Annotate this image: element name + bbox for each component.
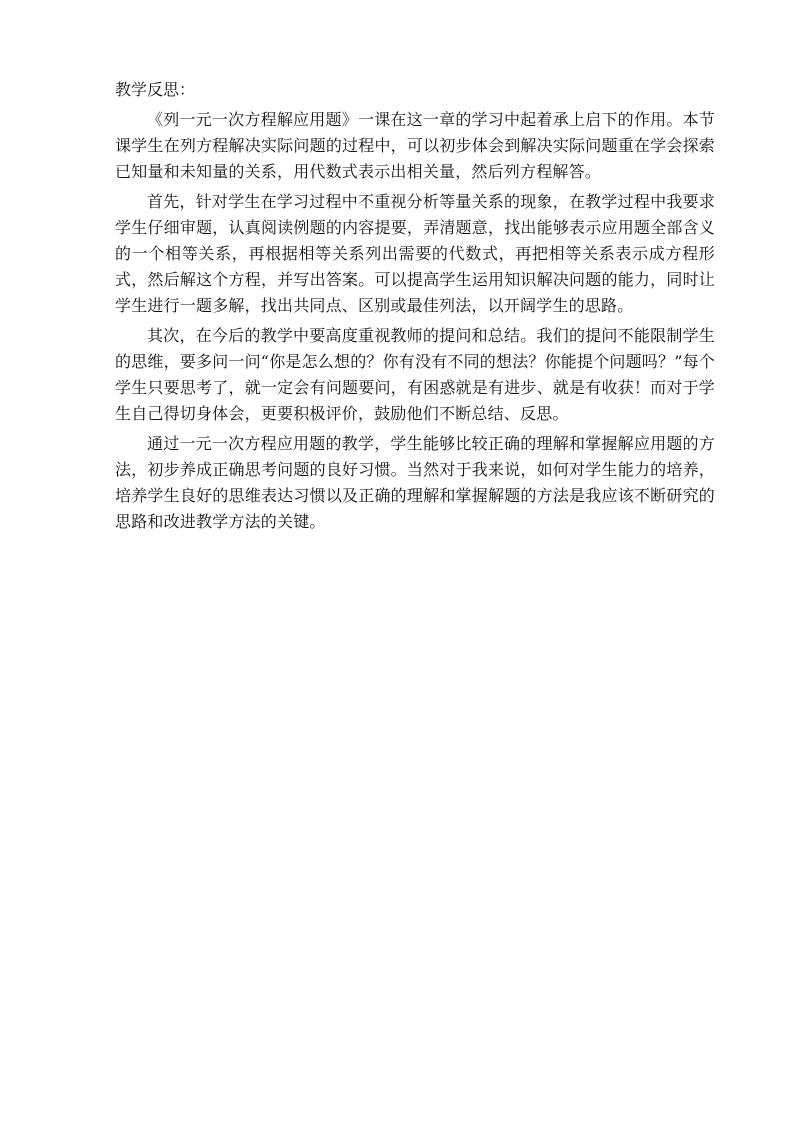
paragraph-second: 其次，在今后的教学中要高度重视教师的提问和总结。我们的提问不能限制学生的思维，要多问一问“你是怎么想的？你有没有不同的想法？你能提个问题吗？”每个学生只要思考了，就一定会有问题要问，有困惑就是有进步、就是有收获！而对于学生自己得切身体会，更要积极评价，鼓励他们不断总结、反思。 [115, 326, 715, 423]
paragraph-first: 首先，针对学生在学习过程中不重视分析等量关系的现象，在教学过程中我要求学生仔细审题，认真阅读例题的内容提要，弄清题意，找出能够表示应用题全部含义的一个相等关系，再根据相等关系列出需要的代数式，再把相等关系表示成方程形式，然后解这个方程，并写出答案。可以提高学生运用知识解决问题的能力，同时让学生进行一题多解，找出共同点、区别或最佳列法，以开阔学生的思路。 [115, 192, 715, 315]
paragraph-intro: 《列一元一次方程解应用题》一课在这一章的学习中起着承上启下的作用。本节课学生在列方程解决实际问题的过程中，可以初步体会到解决实际问题重在学会探索已知量和未知量的关系，用代数式表示出相关量，然后列方程解答。 [115, 110, 715, 181]
section-heading: 教学反思： [115, 80, 196, 99]
document-body [115, 77, 715, 539]
paragraph-conclusion: 通过一元一次方程应用题的教学，学生能够比较正确的理解和掌握解应用题的方法，初步养成正确思考问题的良好习惯。当然对于我来说，如何对学生能力的培养，培养学生良好的思维表达习惯以及正确的理解和掌握解题的方法是我应该不断研究的思路和改进教学方法的关键。 [115, 434, 715, 531]
